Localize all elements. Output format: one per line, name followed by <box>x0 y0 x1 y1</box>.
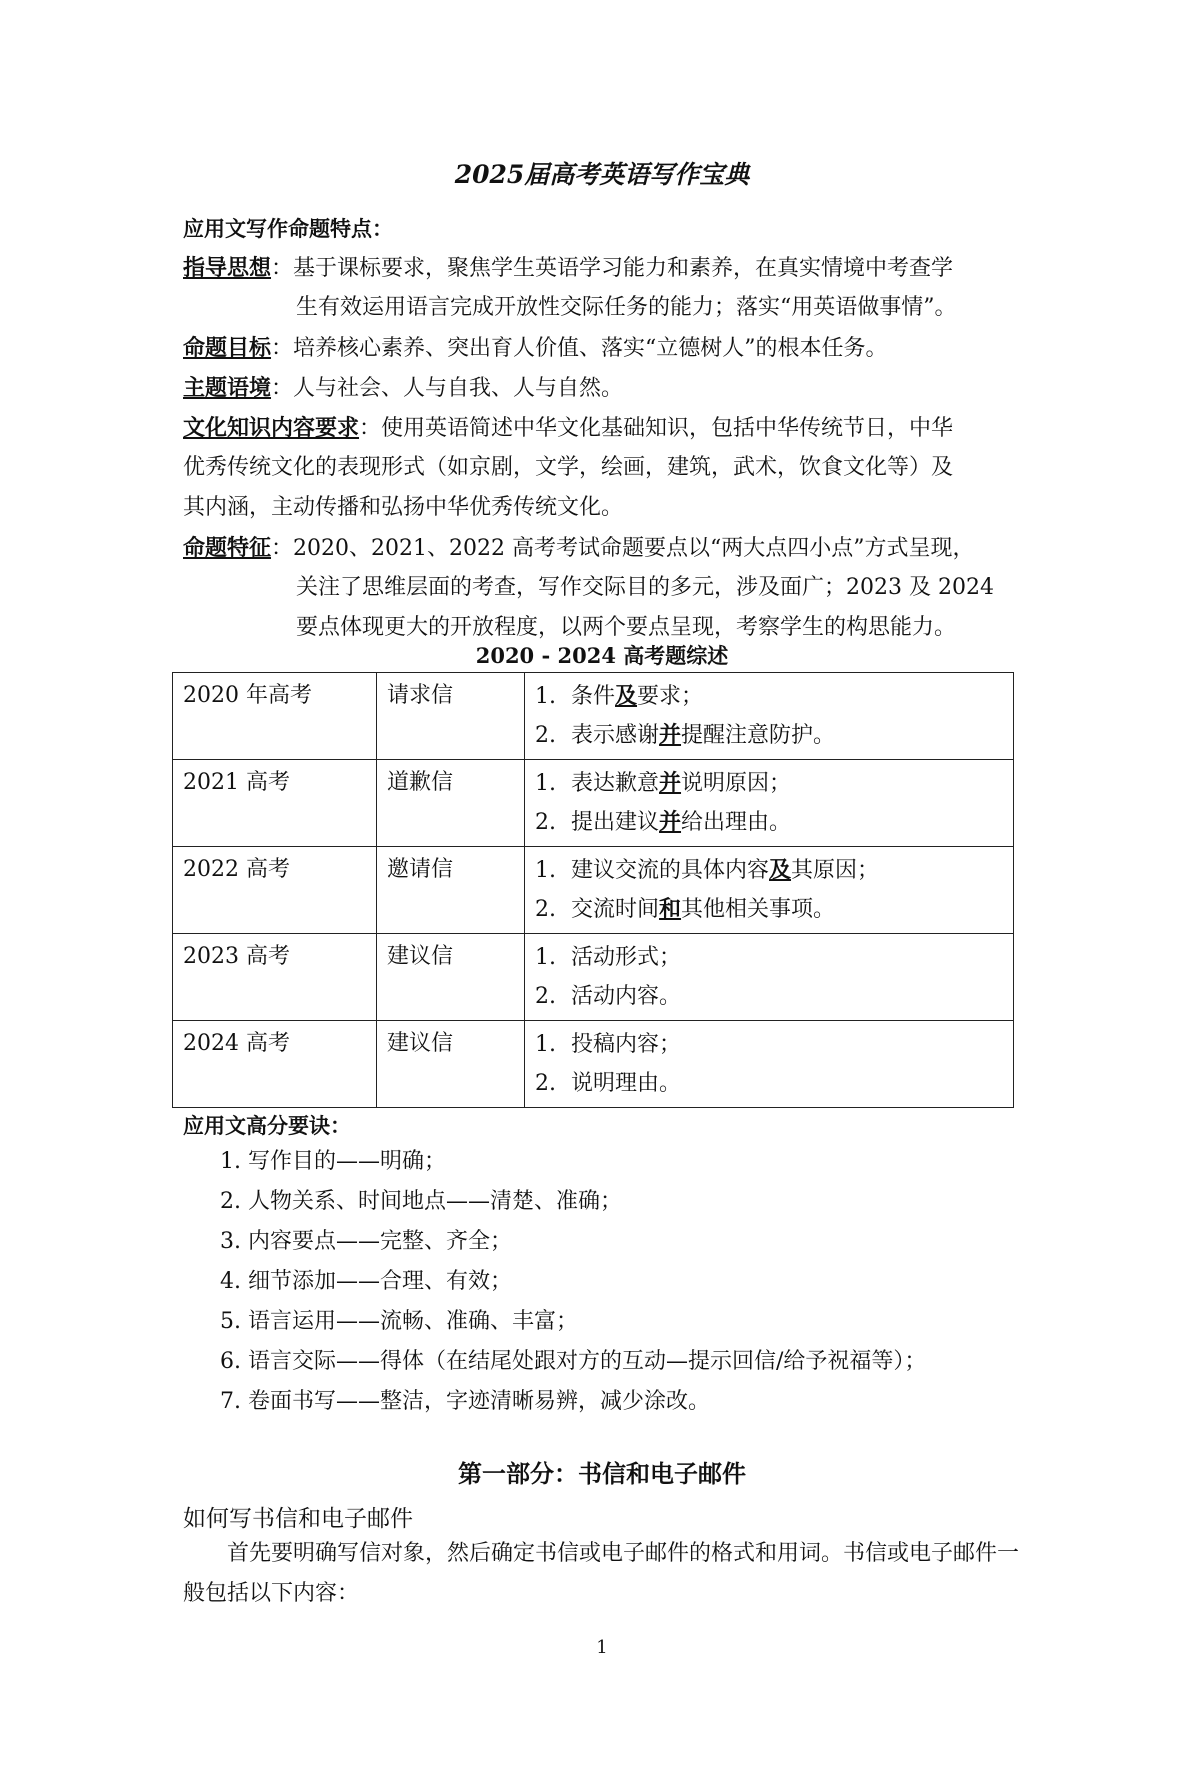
point-number: 1. <box>535 945 556 970</box>
tip-item: 6. 语言交际——得体（在结尾处跟对方的互动—提示回信/给予祝福等）； <box>220 1349 927 1374</box>
table-row <box>173 1021 1014 1108</box>
point-text: 条件 <box>571 684 616 709</box>
features-text-1: ：2020、2021、2022 高考考试命题要点以“两大点四小点”方式呈现， <box>271 536 975 561</box>
guiding-line-1 <box>183 248 953 289</box>
point-text: 提醒注意防护。 <box>681 723 836 748</box>
features-line-2: 关注了思维层面的考查，写作交际目的多元，涉及面广；2023 及 2024 <box>296 575 994 600</box>
point-keyword: 并 <box>659 770 682 796</box>
point-text: 其原因； <box>791 858 880 883</box>
exam-year-cell: 2023 高考 <box>173 934 377 1021</box>
point-text: 活动形式； <box>571 945 682 970</box>
point-number: 2. <box>535 897 556 922</box>
point-number: 2. <box>535 810 556 835</box>
point-line <box>535 803 1003 842</box>
point-keyword: 及 <box>615 683 638 709</box>
guiding-line-2: 生有效运用语言完成开放性交际任务的能力；落实“用英语做事情”。 <box>296 295 957 320</box>
point-number: 1. <box>535 858 556 883</box>
point-line <box>535 677 1003 716</box>
point-text: 交流时间 <box>571 897 660 922</box>
letter-type-cell: 道歉信 <box>377 760 525 847</box>
tip-item: 3. 内容要点——完整、齐全； <box>220 1229 512 1254</box>
point-text: 说明原因； <box>681 771 792 796</box>
page-number: 1 <box>596 1637 608 1658</box>
culture-label: 文化知识内容要求 <box>183 415 360 441</box>
point-line <box>535 716 1003 755</box>
exam-year-cell: 2022 高考 <box>173 847 377 934</box>
points-cell <box>525 673 1014 760</box>
culture-line-1 <box>183 408 953 449</box>
features-line-3: 要点体现更大的开放程度，以两个要点呈现，考察学生的构思能力。 <box>296 615 957 640</box>
tip-item: 2. 人物关系、时间地点——清楚、准确； <box>220 1189 622 1214</box>
guiding-label: 指导思想 <box>183 255 272 281</box>
letter-type-cell: 邀请信 <box>377 847 525 934</box>
point-line <box>535 764 1003 803</box>
point-line <box>535 938 1003 977</box>
point-text: 提出建议 <box>571 810 660 835</box>
context-line <box>183 368 623 409</box>
point-number: 1. <box>535 684 556 709</box>
part1-heading: 第一部分：书信和电子邮件 <box>458 1459 746 1488</box>
exam-year-cell: 2020 年高考 <box>173 673 377 760</box>
how-to-heading: 如何写书信和电子邮件 <box>183 1506 413 1532</box>
point-number: 1. <box>535 1032 556 1057</box>
table-caption: 2020 - 2024 高考题综述 <box>475 643 729 668</box>
exam-year-cell: 2021 高考 <box>173 760 377 847</box>
point-line <box>535 1064 1003 1103</box>
point-line <box>535 977 1003 1016</box>
exam-summary-table <box>172 672 1014 1108</box>
letter-type-cell: 建议信 <box>377 934 525 1021</box>
table-row <box>173 934 1014 1021</box>
tip-item: 7. 卷面书写——整洁，字迹清晰易辨，减少涂改。 <box>220 1389 710 1414</box>
table-row <box>173 760 1014 847</box>
section-heading-features: 应用文写作命题特点： <box>183 216 393 241</box>
points-cell <box>525 934 1014 1021</box>
point-keyword: 和 <box>659 896 682 922</box>
point-text: 说明理由。 <box>571 1071 682 1096</box>
exam-year-cell: 2024 高考 <box>173 1021 377 1108</box>
context-text: ：人与社会、人与自我、人与自然。 <box>271 376 624 401</box>
features-label: 命题特征 <box>183 535 272 561</box>
goal-label: 命题目标 <box>183 335 272 361</box>
letter-type-cell: 请求信 <box>377 673 525 760</box>
letter-type-cell: 建议信 <box>377 1021 525 1108</box>
point-text: 给出理由。 <box>681 810 792 835</box>
table-row <box>173 847 1014 934</box>
how-to-paragraph: 首先要明确写信对象，然后确定书信或电子邮件的格式和用词。书信或电子邮件一般包括以下内容： <box>183 1541 1020 1606</box>
guiding-text-1: ：基于课标要求，聚焦学生英语学习能力和素养，在真实情境中考查学 <box>271 256 954 281</box>
point-text: 投稿内容； <box>571 1032 682 1057</box>
point-text: 表示感谢 <box>571 723 660 748</box>
tip-item: 1. 写作目的——明确； <box>220 1149 446 1174</box>
goal-text: ：培养核心素养、突出育人价值、落实“立德树人”的根本任务。 <box>271 336 888 361</box>
point-line <box>535 851 1003 890</box>
point-number: 2. <box>535 984 556 1009</box>
point-text: 活动内容。 <box>571 984 682 1009</box>
point-line <box>535 1025 1003 1064</box>
table-row <box>173 673 1014 760</box>
point-keyword: 并 <box>659 722 682 748</box>
point-text: 建议交流的具体内容 <box>571 858 770 883</box>
tip-item: 5. 语言运用——流畅、准确、丰富； <box>220 1309 578 1334</box>
point-number: 2. <box>535 1071 556 1096</box>
tips-list <box>220 1142 926 1422</box>
culture-line-2: 优秀传统文化的表现形式（如京剧，文学，绘画，建筑，武术，饮食文化等）及 <box>183 455 954 480</box>
point-line <box>535 890 1003 929</box>
points-cell <box>525 847 1014 934</box>
point-text: 其他相关事项。 <box>681 897 836 922</box>
tips-heading: 应用文高分要诀： <box>183 1113 351 1138</box>
culture-line-3: 其内涵，主动传播和弘扬中华优秀传统文化。 <box>183 495 624 520</box>
features-line-1 <box>183 528 974 569</box>
points-cell <box>525 1021 1014 1108</box>
points-cell <box>525 760 1014 847</box>
culture-text-1: ：使用英语简述中华文化基础知识，包括中华传统节日，中华 <box>359 416 954 441</box>
context-label: 主题语境 <box>183 375 272 401</box>
point-text: 要求； <box>637 684 704 709</box>
point-keyword: 并 <box>659 809 682 835</box>
point-keyword: 及 <box>769 857 792 883</box>
point-number: 2. <box>535 723 556 748</box>
point-text: 表达歉意 <box>571 771 660 796</box>
tip-item: 4. 细节添加——合理、有效； <box>220 1269 512 1294</box>
goal-line <box>183 328 888 369</box>
document-title: 2025届高考英语写作宝典 <box>454 160 750 189</box>
point-number: 1. <box>535 771 556 796</box>
